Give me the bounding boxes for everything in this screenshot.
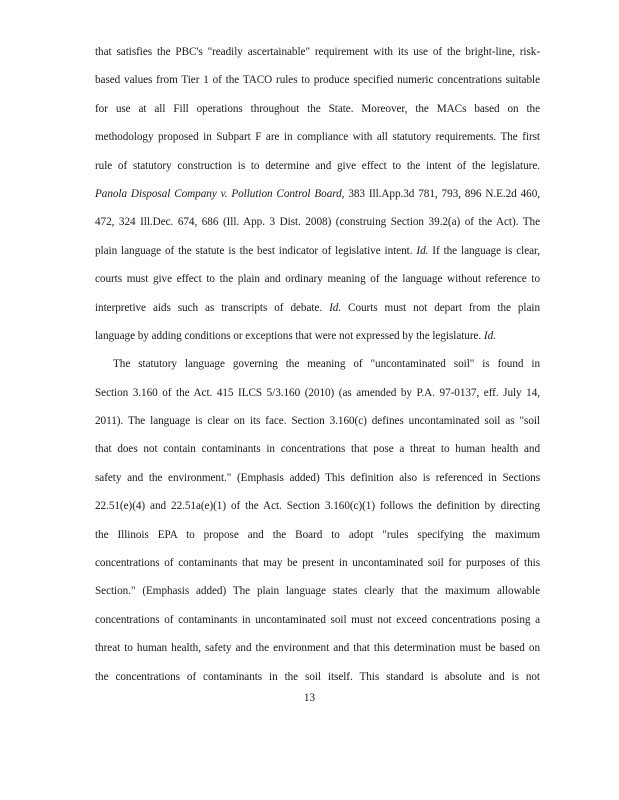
text-line: Section." (Emphasis added) The plain language states clearly that the maximum allowable: [95, 585, 540, 598]
page-number: 13: [303, 692, 316, 704]
text-line: [95, 180, 540, 208]
id-citation: Id.: [329, 301, 342, 314]
text-line: the Illinois EPA to propose and the Board to adopt "rules specifying the maximum: [95, 528, 540, 541]
text-line: that does not contain contaminants in concentrations that pose a threat to human health and: [95, 443, 540, 456]
text-line: concentrations of contaminants that may be present in uncontaminated soil for purposes of this: [95, 557, 540, 570]
text-fragment: Courts must not depart from the plain: [341, 301, 541, 314]
text-line: rule of statutory construction is to determine and give effect to the intent of the legislature.: [95, 159, 540, 172]
text-line: courts must give effect to the plain and ordinary meaning of the language without reference to: [95, 273, 540, 286]
text-line: [95, 237, 540, 265]
text-line: based values from Tier 1 of the TACO rules to produce specified numeric concentrations suitable: [95, 74, 540, 87]
text-line: methodology proposed in Subpart F are in compliance with all statutory requirements. The first: [95, 131, 540, 144]
text-line: 2011). The language is clear on its face. Section 3.160(c) defines uncontaminated soil as "soil: [95, 415, 540, 428]
text-fragment: plain language of the statute is the best indicator of legislative intent.: [95, 244, 413, 257]
text-fragment: language by adding conditions or exceptions that were not expressed by the legislature.: [95, 329, 482, 342]
text-line: that satisfies the PBC's "readily ascertainable" requirement with its use of the bright-line, risk-: [95, 46, 540, 58]
text-line: concentrations of contaminants in uncontaminated soil must not exceed concentrations posing a: [95, 613, 540, 626]
document-body: [95, 38, 540, 691]
text-line: safety and the environment." (Emphasis added) This definition also is referenced in Sections: [95, 471, 540, 484]
case-citation-reporter: 383 Ill.App.3d 781, 793, 896 N.E.2d 460,: [344, 187, 540, 200]
text-line: [95, 294, 540, 322]
text-line: for use at all Fill operations throughout the State. Moreover, the MACs based on the: [95, 102, 540, 115]
id-citation: Id.: [416, 244, 429, 257]
text-line: the concentrations of contaminants in the soil itself. This standard is absolute and is not: [95, 670, 540, 683]
paragraph-1: [95, 38, 540, 350]
case-citation-name: Panola Disposal Company v. Pollution Control Board,: [95, 187, 345, 200]
text-line: 472, 324 Ill.Dec. 674, 686 (Ill. App. 3 Dist. 2008) (construing Section 39.2(a) of the Act). The: [95, 216, 540, 229]
text-line: Section 3.160 of the Act. 415 ILCS 5/3.160 (2010) (as amended by P.A. 97-0137, eff. July 14,: [95, 386, 540, 399]
text-fragment: If the language is clear,: [428, 244, 540, 257]
id-citation: Id.: [483, 329, 496, 342]
text-fragment: interpretive aids such as transcripts of debate.: [95, 301, 323, 314]
text-line: threat to human health, safety and the environment and that this determination must be based on: [95, 642, 540, 655]
text-line: [95, 322, 540, 350]
text-line: The statutory language governing the meaning of "uncontaminated soil" is found in: [113, 358, 540, 371]
paragraph-2: [95, 350, 540, 691]
text-line: 22.51(e)(4) and 22.51a(e)(1) of the Act. Section 3.160(c)(1) follows the definition by directing: [95, 500, 540, 513]
